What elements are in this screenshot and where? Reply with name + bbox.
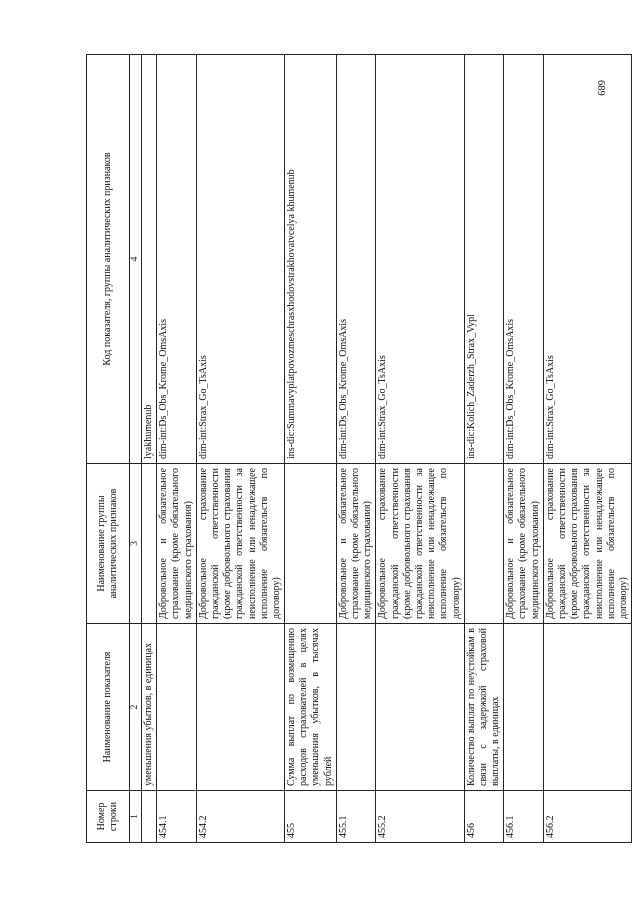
column-number: 2 [130,624,142,791]
row-number: 455.1 [336,791,376,843]
group-name [285,464,337,624]
table-row [543,55,631,843]
indicator-code: lyakhumenub [142,55,157,464]
table-row [142,55,157,843]
row-number: 455 [285,791,337,843]
indicator-name [504,624,544,791]
group-name [142,464,157,624]
column-number-row [130,55,142,843]
table-row [336,55,376,843]
group-name: Добровольное и обязательное страхование (кроме обязательного медицинского страхования) [157,464,197,624]
header-indicator-name: Наименование показателя [87,624,130,791]
group-name: Добровольное страхование гражданской ответственности (кроме добровольного страхования гражданской ответственности за неисполнение или ненадлежащее исполнение обязательств по договору) [196,464,284,624]
header-row [87,55,130,843]
group-name: Добровольное и обязательное страхование (кроме обязательного медицинского страхования) [504,464,544,624]
page-number: 689 [595,80,606,96]
table-row [196,55,284,843]
column-number: 1 [130,791,142,843]
group-name: Добровольное и обязательное страхование (кроме обязательного медицинского страхования) [336,464,376,624]
table-row [285,55,337,843]
indicator-code: dim-int:Strax_Go_TsAxis [196,55,284,464]
group-name [464,464,504,624]
indicator-name [196,624,284,791]
indicator-code: dim-int:Ds_Obs_Krome_OmsAxis [336,55,376,464]
column-number: 3 [130,464,142,624]
indicator-name [376,624,464,791]
indicator-code: ins-dic:Kolich_Zaderzh_Strax_Vypl [464,55,504,464]
indicator-code: dim-int:Strax_Go_TsAxis [543,55,631,464]
indicator-name: Сумма выплат по возмещению расходов страхователей в целях уменьшения убытков, в тысячах рублей [285,624,337,791]
indicator-name [336,624,376,791]
row-number: 454.2 [196,791,284,843]
indicator-code: dim-int:Ds_Obs_Krome_OmsAxis [157,55,197,464]
header-row-number: Номер строки [87,791,130,843]
row-number: 456.1 [504,791,544,843]
indicator-code: dim-int:Ds_Obs_Krome_OmsAxis [504,55,544,464]
row-number: 455.2 [376,791,464,843]
indicator-name: Количество выплат по неустойкам в связи с задержкой страховой выплаты, в единицах [464,624,504,791]
header-group-name: Наименование группы аналитических признаков [87,464,130,624]
indicators-table [86,54,632,843]
rotated-page-content [86,55,640,843]
table-row [464,55,504,843]
row-number: 456 [464,791,504,843]
row-number: 456.2 [543,791,631,843]
table-row [376,55,464,843]
group-name: Добровольное страхование гражданской ответственности (кроме добровольного страхования гражданской ответственности за неисполнение или ненадлежащее исполнение обязательств по договору) [376,464,464,624]
table-row [504,55,544,843]
indicator-code: dim-int:Strax_Go_TsAxis [376,55,464,464]
header-code: Код показателя, группы аналитических признаков [87,55,130,464]
indicator-name: уменьшения убытков, в единицах [142,624,157,791]
row-number: 454.1 [157,791,197,843]
indicator-name [543,624,631,791]
column-number: 4 [130,55,142,464]
group-name: Добровольное страхование гражданской ответственности (кроме добровольного страхования гражданской ответственности за неисполнение или ненадлежащее исполнение обязательств по договору) [543,464,631,624]
table-row [157,55,197,843]
indicator-name [157,624,197,791]
indicator-code: ins-dic:Summavyplatpovozmeschrasxhodovstrakhovatvcelya khumenub [285,55,337,464]
row-number [142,791,157,843]
